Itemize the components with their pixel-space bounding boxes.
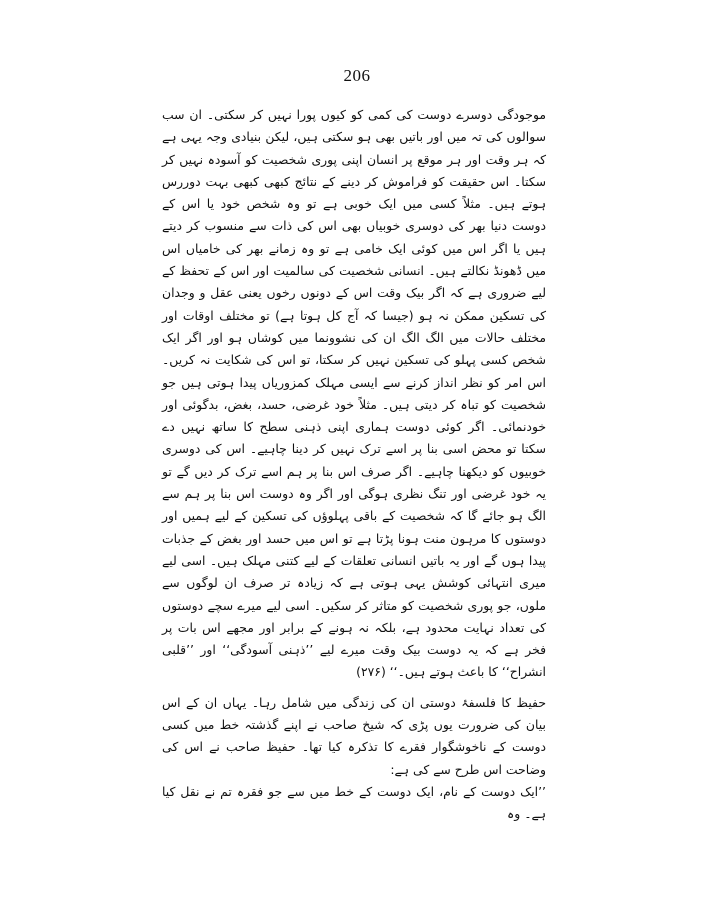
page-number: 206 — [343, 66, 371, 85]
page-body — [162, 104, 546, 826]
paragraph-hafeez-context: حفیظ کا فلسفۂ دوستی ان کی زندگی میں شامل رہا۔ یہاں ان کے اس بیان کی ضرورت یوں پڑی کہ شیخ صاحب نے اپنے گذشتہ خط میں کسی دوست کے ناخوشگوار فقرے کا تذکرہ کیا تھا۔ حفیظ صاحب نے اس کی وضاحت اس طرح سے کی ہے: — [162, 694, 546, 777]
paragraph-letter-quote: ’’ایک دوست کے نام، ایک دوست کے خط میں سے جو فقرہ تم نے نقل کیا ہے۔ وہ — [162, 783, 546, 822]
paragraph-friendship-philosophy: موجودگی دوسرے دوست کی کمی کو کیوں پورا نہیں کر سکتی۔ ان سب سوالوں کی تہ میں اور باتیں بھی ہو سکتی ہیں، لیکن بنیادی وجہ یہی ہے کہ ہر وقت اور ہر موقع پر انسان اپنی پوری شخصیت کو آسودہ نہیں کر سکتا۔ اس حقیقت کو فراموش کر دینے کے نتائج کبھی کبھی بہت دوررس ہوتے ہیں۔ مثلاً کسی میں ایک خوبی ہے تو وہ شخص خود یا اس کے دوست دنیا بھر کی دوسری خوبیاں بھی اس کی ذات سے منسوب کر دیتے ہیں یا اگر اس میں کوئی ایک خامی ہے تو وہ زمانے بھر کی خامیاں اس میں ڈھونڈ نکالتے ہیں۔ انسانی شخصیت کی سالمیت اور اس کے تحفظ کے لیے ضروری ہے کہ اگر بیک وقت اس کے دونوں رخوں یعنی عقل و وجدان کی تسکین ممکن نہ ہو (جیسا کہ آج کل ہوتا ہے) تو مختلف اوقات اور مختلف حالات میں الگ الگ ان کی نشوونما میں کوشاں ہو اور اگر ایک شخص کسی پہلو کی تسکین نہیں کر سکتا، تو اس کی شکایت نہ کریں۔ اس امر کو نظر انداز کرنے سے ایسی مہلک کمزوریاں پیدا ہوتی ہیں جو شخصیت کو تباہ کر دیتی ہیں۔ مثلاً خود غرضی، حسد، بغض، بدگوئی اور خودنمائی۔ اگر کوئی دوست ہماری اپنی ذہنی سطح کا ساتھ نہیں دے سکتا تو محض اسی بنا پر اسے ترک نہیں کر دینا چاہیے۔ اس کی دوسری خوبیوں کو دیکھنا چاہیے۔ اگر صرف اس بنا پر ہم اسے ترک کر دیں گے تو یہ خود غرضی اور تنگ نظری ہوگی اور اگر وہ دوست اس بنا پر ہم سے الگ ہو جائے گا کہ شخصیت کے باقی پہلوؤں کی تسکین کے لیے ہمیں اور دوستوں کا مرہون منت ہونا پڑتا ہے تو اس میں حسد اور بغض کے جذبات پیدا ہوں گے اور یہ باتیں انسانی تعلقات کے لیے کتنی مہلک ہیں۔ اسی لیے میری انتہائی کوشش یہی ہوتی ہے کہ زیادہ تر صرف ان لوگوں سے ملوں، جو پوری شخصیت کو متاثر کر سکیں۔ اسی لیے میرے سچے دوستوں کی تعداد نہایت محدود ہے، بلکہ نہ ہونے کے برابر اور مجھے اس بات پر فخر ہے کہ یہ دوست بیک وقت میرے لیے ’’ذہنی آسودگی‘‘ اور ’’قلبی انشراح‘‘ کا باعث ہوتے ہیں۔‘‘ (۲۷۶) — [162, 107, 546, 680]
